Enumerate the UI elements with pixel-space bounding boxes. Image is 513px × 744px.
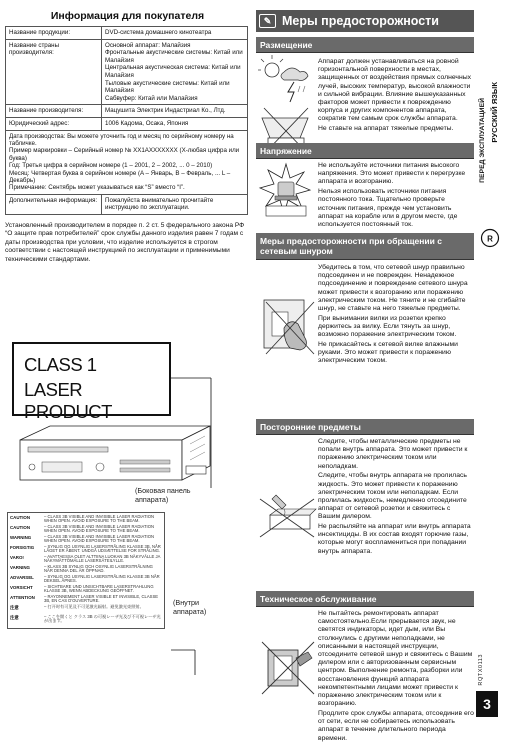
paragraph: Нельзя использовать источники питания постоянного тока. Тщательно проверьте источник питания, прежде чем установить аппарат на корабле или в другом месте, где используется постоянный ток.	[318, 188, 458, 228]
section-heading-cord	[256, 233, 474, 260]
heading-text: Размещение	[260, 40, 313, 50]
table-row	[6, 27, 248, 40]
paragraph: Не пытайтесь ремонтировать аппарат самостоятельно.Если прерывается звук, не светятся индикаторы, идет дым, или Вы столкнулись с другими неполадками, не описанными в настоящей инструкции, отсоедините сетевой шнур и свяжитесь с Вашим дилером или с авторизованным сервисным центром. Выполнение ремонта, разборки или восстановления функций аппарата некомпетентными лицами может привести к поражению электрическим током или к возгоранию.	[318, 610, 473, 708]
customer-info-title: Информация для покупателя	[50, 10, 205, 22]
row-value: Пожалуйста внимательно прочитайте инструкцию по эксплуатации.	[102, 194, 248, 214]
customer-info-column	[5, 10, 250, 264]
country-line: Тыловые акустические системы: Китай или Малайзия	[105, 79, 230, 95]
country-line: Центральная акустическая система: Китай или Малайзия	[105, 64, 241, 79]
precautions-title: Меры предосторожности	[282, 14, 439, 28]
paragraph: Не прикасайтесь к сетевой вилке влажными руками. Это может привести к поражению электрическим током.	[318, 340, 458, 365]
cord-text	[318, 264, 474, 367]
page-code: RQTX0113	[478, 654, 484, 686]
label-value: – CLASS 3B VISIBLE AND INVISIBLE LASER RADIATION WHEN OPEN. AVOID EXPOSURE TO THE BEAM.	[44, 534, 155, 544]
label-row	[10, 575, 164, 584]
heading-text: Техническое обслуживание	[260, 594, 377, 604]
table-row	[6, 39, 248, 105]
label-key: FORSIGTIG	[10, 545, 35, 550]
label-key: CAUTION	[10, 515, 31, 520]
table-row	[6, 130, 248, 194]
caption-line: (Боковая панель	[135, 486, 191, 495]
heading-text: Меры предосторожности при обращении с сетевым шнуром	[260, 236, 442, 256]
label-value: – KLASS 3B SYNLIG OCH OSYNLIG LASERSTRÅLNING NÄR DENNA DEL ÄR ÖPPNAD.	[44, 564, 153, 574]
date-line: Пример маркировки – Серийный номер № XX1AXXXXXXX (X-любая цифра или буква)	[9, 147, 240, 162]
caption-side-panel	[135, 486, 191, 504]
date-info-cell	[6, 130, 248, 194]
row-value-countries	[102, 39, 248, 105]
sidebar-tab	[476, 52, 506, 202]
paragraph: Продлите срок службы аппарата, отсоединив его от сети, если не собираетесь использовать аппарат в течение длительного периода времени.	[318, 709, 474, 742]
label-value: – 打开时有可见及不可见激光辐射。避免激光束照射。	[44, 604, 144, 609]
section-heading-voltage	[256, 143, 474, 159]
country-line: Сабвуфер: Китай или Малайзия	[105, 94, 198, 102]
row-key: Название производителя:	[6, 105, 102, 118]
label-value: – SYNLIG OG USYNLIG LASERSTRÅLING KLASSE 3B, NÅR LÅGET ER ÅBENT. UNDGÅ UDSÆTTELSE FOR STRÅLING.	[44, 544, 161, 554]
label-row	[10, 535, 164, 544]
service-life-text: Установленный производителем в порядке п. 2 ст. 5 федерального закона РФ “О защите прав потребителей” срок службы данного изделия равен 7 годам с даты производства при условии, что изделие используется в строгом соответствии с настоящей инструкцией по эксплуатации и применимыми техническими стандартами.	[5, 221, 245, 263]
label-key: ADVARSEL	[10, 575, 34, 580]
service-text	[318, 610, 474, 744]
country-line: Фронтальные акустические системы: Китай или Малайзия	[105, 49, 243, 64]
paragraph: Не ставьте на аппарат тяжелые предметы.	[318, 125, 454, 133]
label-value: – SYNLIG OG USYNLIG LASERSTRÅLING KLASSE 3B NÅR DEKSEL ÅPNES.	[44, 574, 160, 584]
paragraph: Аппарат должен устанавливаться на ровной горизонтальной поверхности в местах, защищенных от воздействия прямых солнечных лучей, высоких температур, высокой влажности и сильной вибрации. Влияние вышеуказанных факторов может привести к повреждению корпуса и других компонентов аппарата, сократив тем самым срок службы аппарата.	[318, 58, 471, 123]
label-key: 注意	[10, 615, 19, 620]
label-value: – SICHTBARE UND UNSICHTBARE LASERSTRAHLUNG KLASSE 3B, WENN ABDECKUNG GEÖFFNET.	[44, 584, 154, 594]
caption-line: аппарата)	[135, 495, 169, 504]
liquid-spill-icon	[258, 487, 316, 541]
placement-text	[318, 58, 474, 135]
label-row	[10, 595, 164, 604]
paragraph: Не используйте источники питания высокого напряжения. Это может привести к перегрузке аппарата и возгоранию.	[318, 162, 466, 186]
label-row	[10, 545, 164, 554]
date-line: Дата производства: Вы можете уточнить год и месяц по серийному номеру на табличке.	[9, 132, 234, 147]
row-value: Мацушита Электрик Индастриал Ко., Лтд.	[102, 105, 248, 118]
paragraph: Убедитесь в том, что сетевой шнур правильно подсоединен и не поврежден. Ненадежное подсоединение и повреждение сетевого шнура может привести к возгоранию или поражению электрическим током. Не тяните и не сгибайте шнур, не ставьте на него тяжелые предметы.	[318, 264, 468, 313]
dvd-player-icon	[10, 422, 215, 492]
heading-text: Посторонние предметы	[260, 422, 361, 432]
heading-text: Напряжение	[260, 146, 312, 156]
language-globe-icon	[480, 228, 500, 248]
paragraph: Не распыляйте на аппарат или внутрь аппарата инсектициды. В их состав входят горючие газы, которые могут воспламениться при попадании внутрь аппарата.	[318, 523, 471, 555]
voltage-hazard-icon	[260, 162, 312, 230]
caption-line: аппарата)	[173, 607, 207, 616]
label-row	[10, 565, 164, 574]
label-row	[10, 515, 164, 524]
laser-product-text: LASER PRODUCT	[24, 379, 112, 422]
label-key: 注意	[10, 605, 19, 610]
warning-labels-panel	[7, 512, 165, 629]
label-value: – CLASS 3B VISIBLE AND INVISIBLE LASER RADIATION WHEN OPEN. AVOID EXPOSURE TO THE BEAM.	[44, 514, 155, 524]
table-row	[6, 117, 248, 130]
label-value: – CLASS 3B VISIBLE AND INVISIBLE LASER RADIATION WHEN OPEN. AVOID EXPOSURE TO THE BEAM.	[44, 524, 155, 534]
caption-line: (Внутри	[173, 598, 200, 607]
voltage-text	[318, 162, 474, 231]
customer-info-table	[5, 26, 248, 215]
table-row	[6, 194, 248, 214]
section-heading-foreign	[256, 419, 474, 435]
foreign-text	[318, 438, 474, 557]
label-key: ATTENTION	[10, 595, 35, 600]
language-label: РУССКИЙ ЯЗЫК	[490, 82, 499, 143]
warning-tools-icon: ✎	[259, 14, 276, 28]
caption-inside	[173, 598, 206, 616]
date-line: Месяц: Четвертая буква в серийном номере (A – Январь, B – Февраль, ... L – Декабрь)	[9, 169, 231, 184]
label-value: – ここを開くと クラス 3B の可視レーザ光及び不可視レーザ光が出ます。	[44, 614, 161, 624]
paragraph: Следите, чтобы металлические предметы не попали внутрь аппарата. Это может привести к поражению электрическим током или неполадкам.	[318, 438, 468, 470]
row-value: 1006 Кадома, Осака, Япония	[102, 117, 248, 130]
paragraph: При вынимании вилки из розетки крепко держитесь за вилку. Если тянуть за шнур, возможно поражение электрическим током.	[318, 314, 457, 339]
label-key: CAUTION	[10, 525, 31, 530]
row-key: Юридический адрес:	[6, 117, 102, 130]
section-heading-placement	[256, 37, 474, 53]
laser-product-label	[12, 342, 171, 422]
section-heading-service	[256, 591, 474, 607]
precautions-title-bar	[256, 10, 474, 32]
label-value: – RAYONNEMENT LASER VISIBLE ET INVISIBLE, CLASSE 3B, EN CAS D’OUVERTURE.	[44, 594, 159, 604]
row-key: Дополнительная информация:	[6, 194, 102, 214]
table-row	[6, 105, 248, 118]
date-line: Год: Третья цифра в серийном номере (1 – 2001, 2 – 2002, ... 0 – 2010)	[9, 162, 213, 170]
before-use-label: ПЕРЕД ЭКСПЛУАТАЦИЕЙ	[479, 98, 486, 183]
row-value: DVD-система домашнего кинотеатра	[102, 27, 248, 40]
service-no-repair-icon	[260, 638, 316, 696]
label-row	[10, 585, 164, 594]
label-key: VARNING	[10, 565, 30, 570]
label-row	[10, 525, 164, 534]
paragraph: Следите, чтобы внутрь аппарата не пролилась жидкость. Это может привести к поражению электрическим током или неполадкам. Если пролилась жидкость, немедленно отсоедините аппарат от сетевой розетки и свяжитесь с Вашим дилером.	[318, 472, 467, 521]
power-plug-hand-icon	[262, 298, 318, 358]
row-key: Название страны производителя:	[6, 39, 102, 105]
date-line: Примечание: Сентябрь может указываться как “S” вместо “I”.	[9, 184, 185, 192]
label-row	[10, 615, 164, 624]
label-row	[10, 555, 164, 564]
label-key: VARO!	[10, 555, 24, 560]
label-value: – AVATTAESSA OLET ALTTIINA LUOKAN 3B NÄKYVÄLLE JA NÄKYMÄTTÖMÄLLE LASERSÄTEILYLLE.	[44, 554, 161, 564]
label-key: VORSICHT	[10, 585, 33, 590]
page-number: 3	[476, 691, 498, 717]
label-row	[10, 605, 164, 614]
laser-class-text: CLASS 1	[24, 354, 97, 375]
label-key: WARNING	[10, 535, 32, 540]
row-key: Название продукции:	[6, 27, 102, 40]
svg-text:R: R	[487, 234, 493, 244]
country-line: Основной аппарат: Малайзия	[105, 41, 191, 49]
